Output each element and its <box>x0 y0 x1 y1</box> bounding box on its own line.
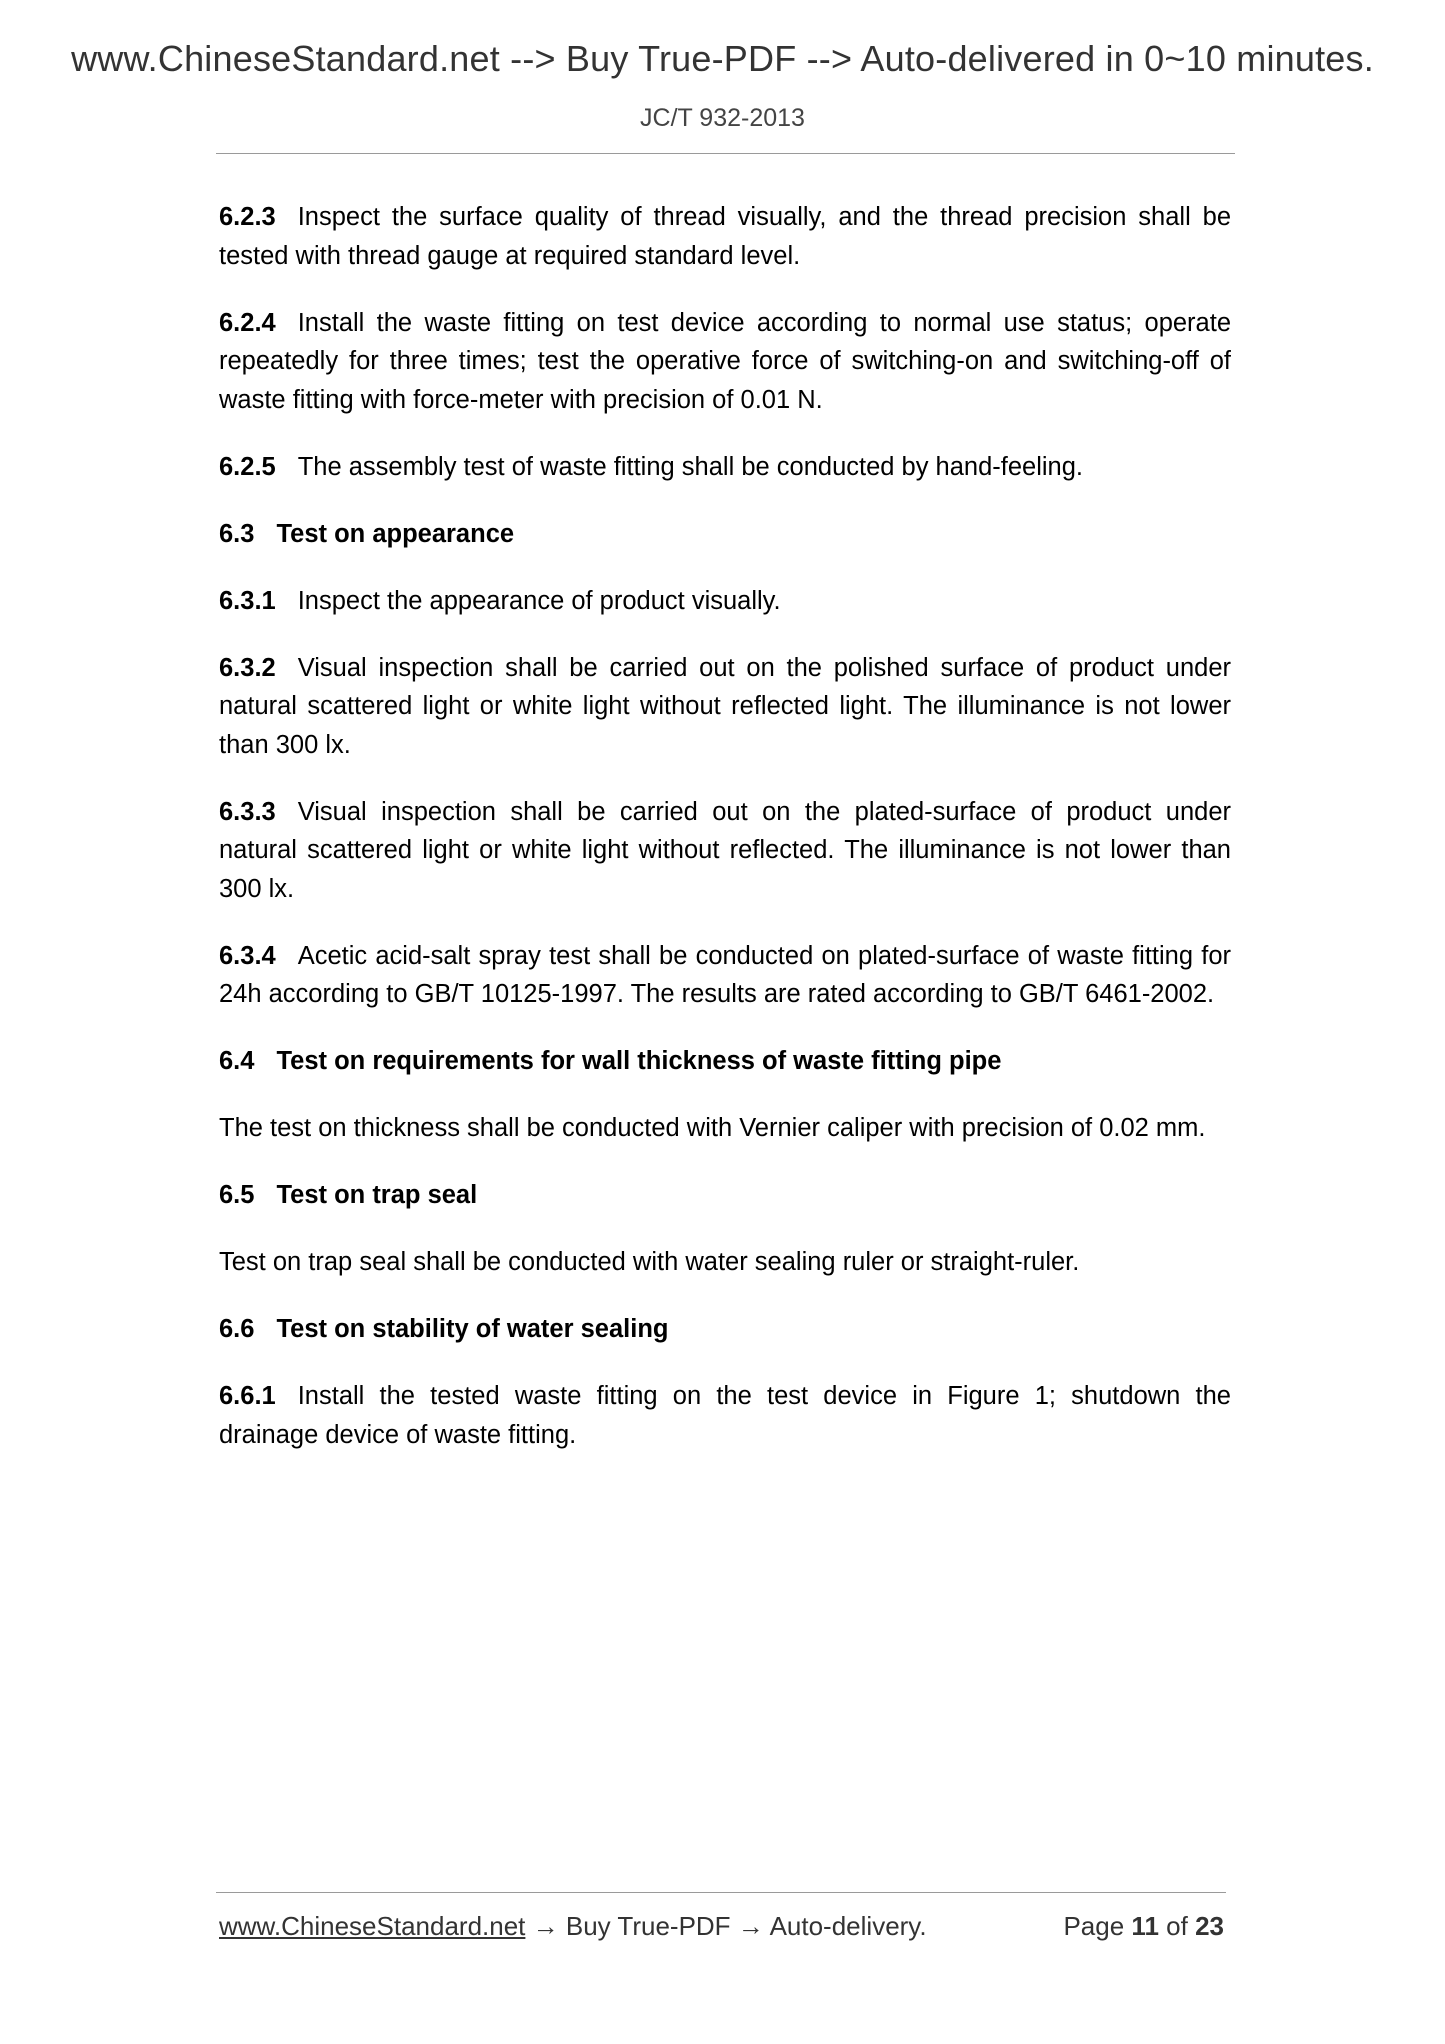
clause-text: Visual inspection shall be carried out on the polished surface of product under natural scattered light or white light without reflected light. The illuminance is not lower than 300 lx. <box>219 653 1231 759</box>
clause-number: 6.3.4 <box>219 941 276 970</box>
clause-text: Inspect the surface quality of thread visually, and the thread precision shall be tested with thread gauge at required standard level. <box>219 203 1231 270</box>
page-number <box>1063 1911 1224 1942</box>
clause-6-3-1 <box>219 582 1231 621</box>
section-title: Test on trap seal <box>276 1181 478 1209</box>
header-divider <box>216 153 1235 154</box>
clause-number: 6.3.3 <box>219 797 276 826</box>
top-banner: www.ChineseStandard.net --> Buy True-PDF --> Auto-delivered in 0~10 minutes. <box>71 38 1374 79</box>
footer-site-link[interactable]: www.ChineseStandard.net <box>219 1911 526 1941</box>
clause-text: Install the waste fitting on test device according to normal use status; operate repeatedly for three times; test the operative force of switching-on and switching-off of waste fitting with force-meter with precision of 0.01 N. <box>219 308 1231 414</box>
clause-6-2-4 <box>219 304 1231 420</box>
page-label: Page <box>1063 1911 1125 1941</box>
clause-number: 6.2.4 <box>219 308 276 337</box>
section-title: Test on appearance <box>276 519 515 548</box>
section-title: Test on stability of water sealing <box>276 1315 669 1343</box>
section-6-4-text: The test on thickness shall be conducted with Vernier caliper with precision of 0.02 mm. <box>219 1114 1206 1142</box>
section-heading-6-5 <box>219 1176 1231 1215</box>
clause-text: Visual inspection shall be carried out on the plated-surface of product under natural scattered light or white light without reflected. The illuminance is not lower than 300 lx. <box>219 797 1231 903</box>
section-6-5-text: Test on trap seal shall be conducted with water sealing ruler or straight-ruler. <box>219 1248 1080 1276</box>
section-number: 6.4 <box>219 1047 255 1075</box>
clause-text: The assembly test of waste fitting shall be conducted by hand-feeling. <box>297 452 1084 481</box>
clause-number: 6.3.1 <box>219 586 276 615</box>
footer-promo-text: → Buy True-PDF → Auto-delivery. <box>525 1911 927 1941</box>
clause-number: 6.2.5 <box>219 452 276 481</box>
footer-divider <box>216 1892 1226 1893</box>
section-heading-6-4 <box>219 1042 1231 1081</box>
standard-code: JC/T 932-2013 <box>640 104 805 132</box>
clause-6-3-2 <box>219 649 1231 765</box>
section-heading-6-3 <box>219 515 1231 554</box>
page-current: 11 <box>1131 1911 1159 1941</box>
clause-number: 6.2.3 <box>219 203 276 231</box>
clause-6-3-4 <box>219 937 1231 1014</box>
clause-6-6-1 <box>219 1377 1231 1454</box>
footer-promo <box>219 1911 927 1942</box>
clause-6-2-3 <box>219 198 1231 275</box>
clause-text: Acetic acid-salt spray test shall be conducted on plated-surface of waste fitting for 24h according to GB/T 10125-1997. The results are rated according to GB/T 6461-2002. <box>219 941 1231 1008</box>
clause-number: 6.6.1 <box>219 1382 276 1410</box>
document-body <box>219 198 1231 1483</box>
page-of-label: of <box>1166 1911 1188 1941</box>
section-title: Test on requirements for wall thickness of waste fitting pipe <box>276 1047 1002 1075</box>
clause-text: Inspect the appearance of product visually. <box>297 586 781 615</box>
section-number: 6.5 <box>219 1181 255 1209</box>
clause-number: 6.3.2 <box>219 653 276 682</box>
section-heading-6-6 <box>219 1310 1231 1349</box>
clause-6-2-5 <box>219 448 1231 487</box>
clause-text: Install the tested waste fitting on the test device in Figure 1; shutdown the drainage device of waste fitting. <box>219 1382 1231 1449</box>
section-number: 6.3 <box>219 519 255 548</box>
clause-6-3-3 <box>219 793 1231 909</box>
page-total: 23 <box>1195 1911 1224 1941</box>
section-number: 6.6 <box>219 1315 255 1343</box>
